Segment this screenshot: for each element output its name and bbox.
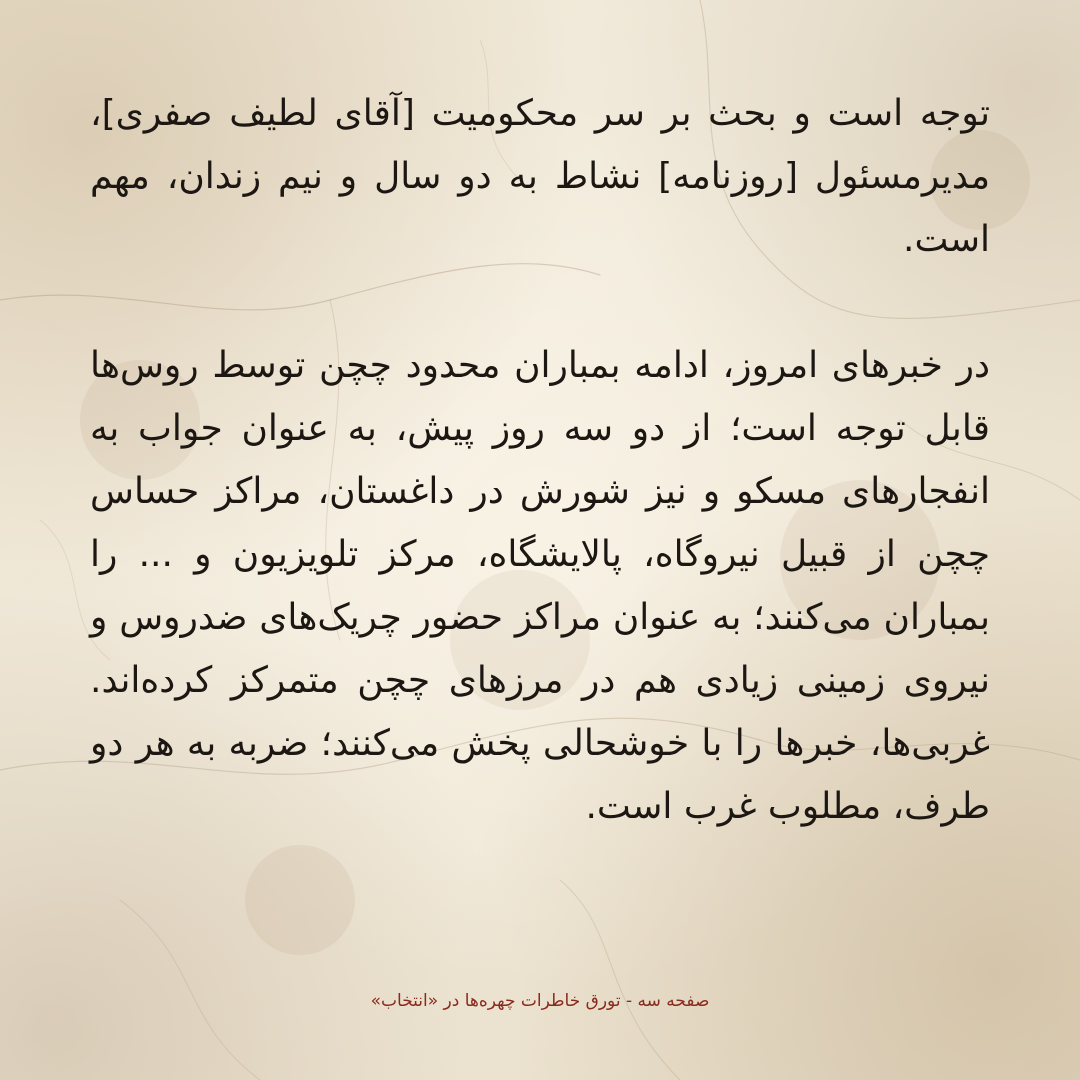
paragraph-2: در خبرهای امروز، ادامه بمباران محدود چچن توسط روس‌ها قابل توجه است؛ از دو سه روز پیش، به عنوان جواب به انفجارهای مسکو و نیز شورش در داغستان، مراکز حساس چچن از قبیل نیروگاه، پالایشگاه، مرکز تلویزیون و ... را بمباران می‌کنند؛ به عنوان مراکز حضور چریک‌های ضدروس و نیروی زمینی زیادی هم در مرزهای چچن متمرکز کرده‌اند. غربی‌ها، خبرها را با خوشحالی پخش می‌کنند؛ ضربه به هر دو طرف، مطلوب غرب است. xyxy=(90,345,990,827)
paragraph-1: توجه است و بحث بر سر محکومیت [آقای لطیف صفری]، مدیرمسئول [روزنامه] نشاط به دو سال و نیم زندان، مهم است. xyxy=(90,93,990,260)
article-body xyxy=(90,82,990,838)
footer-caption: صفحه سه - تورق خاطرات چهره‌ها در «انتخاب» xyxy=(370,991,710,1011)
